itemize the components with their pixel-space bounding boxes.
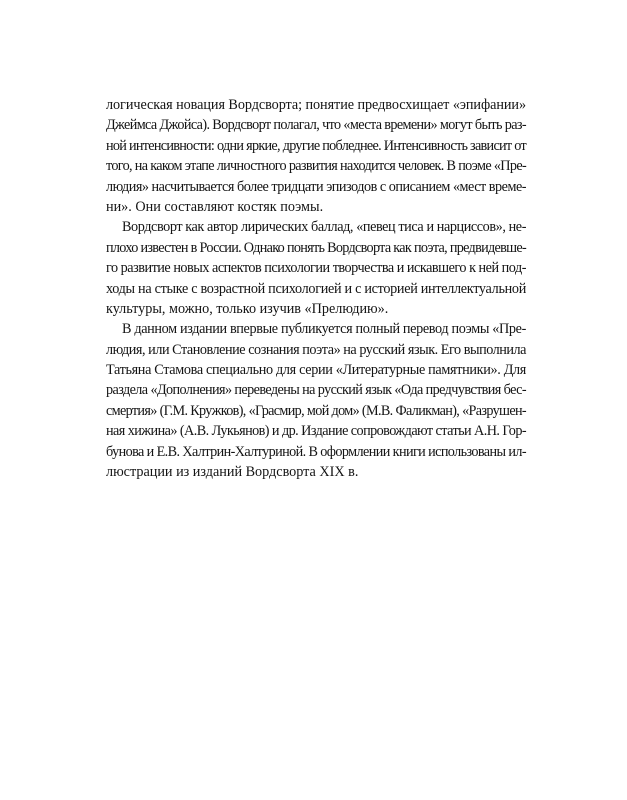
text-line: логическая новация Вордсворта; понятие предвосхищает «эпифании» xyxy=(106,97,526,113)
text-line: го развитие новых аспектов психологии творчества и искавшего к ней под- xyxy=(106,260,526,277)
text-line: Татьяна Стамова специально для серии «Литературные памятники». Для xyxy=(106,362,527,379)
text-line: раздела «Дополнения» переведены на русский язык «Ода предчувствия бес- xyxy=(106,382,527,399)
text-line: В данном издании впервые публикуется полный перевод поэмы «Пре- xyxy=(122,321,526,338)
text-line: смертия» (Г.М. Кружков), «Грасмир, мой дом» (М.В. Фаликман), «Разрушен- xyxy=(106,402,526,419)
text-line: культуры, можно, только изучив «Прелюдию». xyxy=(106,300,389,317)
text-line: Джеймса Джойса). Вордсворт полагал, что «места времени» могут быть раз- xyxy=(106,117,526,134)
text-line: людия, или Становление сознания поэта» на русский язык. Его выполнила xyxy=(106,341,527,358)
text-line: плохо известен в России. Однако понять Вордсворта как поэта, предвидевше- xyxy=(106,239,526,256)
text-line: ной интенсивности: одни яркие, другие побледнее. Интенсивность зависит от xyxy=(106,137,526,154)
text-line: ходы на стыке с возрастной психологией и с историей интеллектуальной xyxy=(106,280,526,297)
paragraph-2 xyxy=(106,217,526,319)
text-line: Вордсворт как автор лирических баллад, «певец тиса и нарциссов», не- xyxy=(122,219,527,236)
body-text xyxy=(106,95,526,482)
text-line: ни». Они составляют костяк поэмы. xyxy=(106,198,324,215)
text-line: бунова и Е.В. Халтрин-Халтуриной. В оформлении книги использованы ил- xyxy=(106,443,526,460)
text-line: того, на каком этапе личностного развития находится человек. В поэме «Пре- xyxy=(106,158,527,175)
paragraph-3 xyxy=(106,319,526,482)
text-line: ная хижина» (А.В. Лукьянов) и др. Издание сопровождают статьи А.Н. Гор- xyxy=(106,423,527,440)
text-line: люстрации из изданий Вордсворта XIX в. xyxy=(106,464,359,481)
text-line: людия» насчитывается более тридцати эпизодов с описанием «мест време- xyxy=(106,178,526,195)
paragraph-1 xyxy=(106,95,526,217)
